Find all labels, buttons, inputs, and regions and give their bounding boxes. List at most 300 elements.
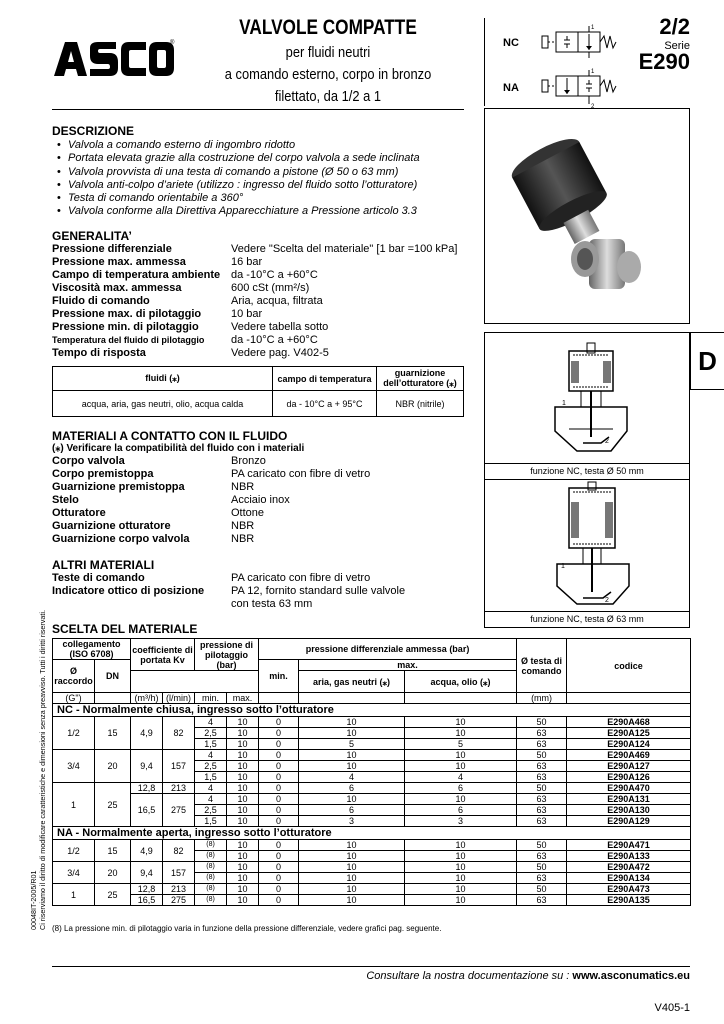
table-header: codice <box>567 639 691 693</box>
cell-codice: E290A129 <box>567 816 691 827</box>
cross-section-50-panel <box>484 332 690 480</box>
cell-pil-max: 10 <box>227 772 259 783</box>
cell-pd-acqua: 10 <box>405 895 517 906</box>
table-row <box>53 717 691 728</box>
cell-pil-min: 1,5 <box>195 816 227 827</box>
unit-cell <box>259 693 299 704</box>
table-row <box>53 884 691 895</box>
cell-pil-min: (8) <box>195 884 227 895</box>
cell-pd-min: 0 <box>259 717 299 728</box>
footer-consult <box>52 970 690 982</box>
spec-value: PA caricato con fibre di vetro <box>231 468 371 480</box>
cell-pil-min: 4 <box>195 717 227 728</box>
cell-testa: 50 <box>517 783 567 794</box>
cell-pil-max: 10 <box>227 805 259 816</box>
unit-cell: (mm) <box>517 693 567 704</box>
svg-text:1: 1 <box>591 69 595 75</box>
cell-pd-min: 0 <box>259 783 299 794</box>
spec-key: Guarnizione otturatore <box>52 520 171 532</box>
cell-pil-min: 4 <box>195 783 227 794</box>
cell-dn: 25 <box>95 884 131 906</box>
cell-pil-min: 1,5 <box>195 739 227 750</box>
table-header: min. <box>259 660 299 693</box>
spec-row <box>52 572 472 585</box>
cross-section-63-image <box>485 480 689 612</box>
consult-text: Consultare la nostra documentazione su : <box>366 970 570 982</box>
cell-codice: E290A133 <box>567 851 691 862</box>
port-1-label: 1 <box>562 400 566 407</box>
spec-value: Ottone <box>231 507 265 519</box>
unit-cell <box>405 693 517 704</box>
spec-row <box>52 494 472 507</box>
cell-kv-lmin: 157 <box>163 862 195 884</box>
cell-codice: E290A124 <box>567 739 691 750</box>
cell-pd-min: 0 <box>259 884 299 895</box>
product-photo-panel <box>484 108 690 324</box>
cell-pd-aria: 10 <box>299 873 405 884</box>
table-units-row <box>53 693 691 704</box>
spec-row <box>52 321 472 334</box>
cell-codice: E290A472 <box>567 862 691 873</box>
spec-row <box>52 455 472 468</box>
spec-value: da -10°C a +60°C <box>231 334 318 346</box>
cell-testa: 63 <box>517 761 567 772</box>
table-row <box>53 783 691 794</box>
table-header: fluidi (⁎) <box>53 367 273 391</box>
cell-testa: 63 <box>517 739 567 750</box>
spec-key: Pressione max. di pilotaggio <box>52 308 202 320</box>
cell-testa: 63 <box>517 805 567 816</box>
spec-key: Guarnizione corpo valvola <box>52 533 190 545</box>
spec-row <box>52 269 472 282</box>
spec-value: PA 12, fornito standard sulle valvole con testa 63 mm <box>231 585 406 610</box>
cell-pd-acqua: 10 <box>405 851 517 862</box>
caption-50: funzione NC, testa Ø 50 mm <box>485 463 689 479</box>
list-item: • Valvola anti-colpo d’ariete (utilizzo : ingresso del fluido sotto l’otturatore) <box>52 179 472 192</box>
list-item: • Testa di comando orientabile a 360° <box>52 192 472 205</box>
unit-cell: (G") <box>53 693 95 704</box>
list-item: • Valvola conforme alla Direttiva Apparecchiature a Pressione articolo 3.3 <box>52 205 472 218</box>
cell-codice: E290A469 <box>567 750 691 761</box>
subtitle-line: filettato, da 1/2 a 1 <box>274 88 382 105</box>
group-row-nc <box>53 704 691 717</box>
cell-pd-aria: 10 <box>299 895 405 906</box>
na-label: NA <box>503 82 519 94</box>
spec-value: NBR <box>231 520 255 532</box>
cell-pd-aria: 10 <box>299 717 405 728</box>
spec-key: Pressione min. di pilotaggio <box>52 321 199 333</box>
table-header: coefficiente di portata Kv <box>131 639 195 671</box>
altri-materiali-list <box>52 572 472 611</box>
cell-kv-m3h: 4,9 <box>131 840 163 862</box>
descrizione-list <box>52 139 472 219</box>
cell-pil-min: 1,5 <box>195 772 227 783</box>
spec-row <box>52 347 472 360</box>
section-d-tab: D <box>690 332 724 390</box>
table-header: aria, gas neutri (⁎) <box>299 671 405 693</box>
cell-kv-lmin: 213 <box>163 783 195 794</box>
spec-row <box>52 243 472 256</box>
side-legal-text <box>29 610 47 930</box>
cell-raccordo: 3/4 <box>53 862 95 884</box>
spec-row <box>52 256 472 269</box>
cell-testa: 63 <box>517 873 567 884</box>
cell-pd-aria: 10 <box>299 794 405 805</box>
cell-pd-acqua: 3 <box>405 816 517 827</box>
spec-value: 16 bar <box>231 256 263 268</box>
nc-valve-symbol-icon <box>534 22 624 62</box>
cell-pd-aria: 10 <box>299 884 405 895</box>
spec-row <box>52 585 472 611</box>
spec-row <box>52 282 472 295</box>
cell-pd-min: 0 <box>259 840 299 851</box>
cell-pil-max: 10 <box>227 862 259 873</box>
cell-raccordo: 1 <box>53 783 95 827</box>
table-row <box>53 895 691 906</box>
cell-testa: 63 <box>517 851 567 862</box>
generalita-heading: GENERALITA’ <box>52 229 132 243</box>
cell-pd-min: 0 <box>259 772 299 783</box>
unit-cell: min. <box>195 693 227 704</box>
spec-key: Campo di temperatura ambiente <box>52 269 221 281</box>
cell-pil-min: 2,5 <box>195 805 227 816</box>
cell-codice: E290A135 <box>567 895 691 906</box>
table-row <box>53 391 464 417</box>
cell-pd-min: 0 <box>259 862 299 873</box>
cell-pil-min: 4 <box>195 750 227 761</box>
spec-row <box>52 295 472 308</box>
cell-codice: E290A471 <box>567 840 691 851</box>
spec-key: Teste di comando <box>52 572 145 584</box>
cell-pil-max: 10 <box>227 840 259 851</box>
table-header: pressione differenziale ammessa (bar) <box>259 639 517 660</box>
cell-pd-acqua: 6 <box>405 783 517 794</box>
spec-key: Tempo di risposta <box>52 347 146 359</box>
cell-pd-aria: 5 <box>299 739 405 750</box>
cell-testa: 63 <box>517 816 567 827</box>
na-valve-symbol-icon <box>534 64 624 110</box>
cell-pil-max: 10 <box>227 895 259 906</box>
spec-value: 10 bar <box>231 308 263 320</box>
cell-pd-min: 0 <box>259 895 299 906</box>
cell-pil-min: 2,5 <box>195 728 227 739</box>
list-item: • Portata elevata grazie alla costruzione del corpo valvola a sede inclinata <box>52 152 472 165</box>
table-header-row <box>53 639 691 660</box>
cell-pd-acqua: 4 <box>405 772 517 783</box>
cell-codice: E290A127 <box>567 761 691 772</box>
selection-table-body <box>53 704 691 906</box>
table-row <box>53 750 691 761</box>
spec-value: NBR <box>231 533 255 545</box>
doc-code: 00048IT-2005/R01 <box>29 870 38 930</box>
cross-section-50-image <box>485 333 689 463</box>
table-row <box>53 862 691 873</box>
cell-testa: 63 <box>517 794 567 805</box>
cell-pd-aria: 10 <box>299 761 405 772</box>
cell-pd-acqua: 10 <box>405 840 517 851</box>
table-cell: NBR (nitrile) <box>377 391 464 417</box>
cell-pil-max: 10 <box>227 728 259 739</box>
cell-pil-max: 10 <box>227 851 259 862</box>
cell-dn: 15 <box>95 840 131 862</box>
cell-codice: E290A473 <box>567 884 691 895</box>
port-2-label: 2 <box>605 597 609 604</box>
cell-testa: 50 <box>517 717 567 728</box>
spec-key: Stelo <box>52 494 79 506</box>
serie-code: E290 <box>638 49 690 74</box>
cell-pd-min: 0 <box>259 816 299 827</box>
unit-cell <box>95 693 131 704</box>
cell-pd-acqua: 10 <box>405 761 517 772</box>
materiali-note: (⁎) Verificare la compatibilità del fluido con i materiali <box>52 443 305 454</box>
cell-dn: 15 <box>95 717 131 750</box>
spec-row <box>52 308 472 321</box>
spec-key: Viscosità max. ammessa <box>52 282 182 294</box>
cell-pil-min: 4 <box>195 794 227 805</box>
spec-value: Vedere pag. V402-5 <box>231 347 329 359</box>
cell-pd-acqua: 10 <box>405 750 517 761</box>
cell-pd-acqua: 10 <box>405 794 517 805</box>
materiali-heading: MATERIALI A CONTATTO CON IL FLUIDO <box>52 429 288 443</box>
unit-cell <box>567 693 691 704</box>
cell-kv-lmin: 82 <box>163 717 195 750</box>
cell-kv-m3h: 9,4 <box>131 862 163 884</box>
cell-pil-max: 10 <box>227 794 259 805</box>
cell-pil-max: 10 <box>227 783 259 794</box>
cell-pd-min: 0 <box>259 851 299 862</box>
cell-pil-max: 10 <box>227 816 259 827</box>
website-link[interactable]: www.asconumatics.eu <box>572 970 690 982</box>
cell-testa: 50 <box>517 862 567 873</box>
way-count: 2/2 <box>659 14 690 39</box>
spec-key: Pressione max. ammessa <box>52 256 186 268</box>
unit-cell: max. <box>227 693 259 704</box>
spec-key: Corpo premistoppa <box>52 468 154 480</box>
table-header: guarnizione dell’otturatore (⁎) <box>377 367 464 391</box>
table-row <box>53 794 691 805</box>
cell-codice: E290A126 <box>567 772 691 783</box>
table-footnote: (8) La pressione min. di pilotaggio varia in funzione della pressione differenziale, vedere grafici pag. seguente. <box>52 924 442 933</box>
cell-pil-min: (8) <box>195 873 227 884</box>
port-1-label: 1 <box>561 563 565 570</box>
cell-dn: 25 <box>95 783 131 827</box>
cell-pil-max: 10 <box>227 750 259 761</box>
cell-pd-min: 0 <box>259 739 299 750</box>
spec-value: Vedere tabella sotto <box>231 321 329 333</box>
spec-value: Bronzo <box>231 455 266 467</box>
header-divider <box>52 109 464 110</box>
cell-pil-min: (8) <box>195 895 227 906</box>
table-header: max. <box>299 660 517 671</box>
cell-codice: E290A125 <box>567 728 691 739</box>
table-header: collegamento (ISO 6708) <box>53 639 131 660</box>
cell-pil-max: 10 <box>227 873 259 884</box>
cell-kv-m3h: 4,9 <box>131 717 163 750</box>
cell-pil-min: (8) <box>195 851 227 862</box>
group-row-na <box>53 827 691 840</box>
cell-kv-m3h: 12,8 <box>131 884 163 895</box>
spec-key: Indicatore ottico di posizione <box>52 585 205 597</box>
cell-kv-lmin: 157 <box>163 750 195 783</box>
registered-mark: ® <box>170 40 175 46</box>
nc-label: NC <box>503 37 519 49</box>
cell-testa: 63 <box>517 772 567 783</box>
spec-key: Guarnizione premistoppa <box>52 481 185 493</box>
svg-text:1: 1 <box>591 25 595 31</box>
serie-label: Serie <box>664 40 690 52</box>
footer-divider <box>52 966 690 967</box>
port-2-label: 2 <box>605 438 609 445</box>
table-cell: da - 10°C a + 95°C <box>273 391 377 417</box>
cell-pd-acqua: 10 <box>405 717 517 728</box>
spec-key: Corpo valvola <box>52 455 125 467</box>
table-row <box>53 840 691 851</box>
unit-cell: (m³/h) <box>131 693 163 704</box>
cell-pd-acqua: 10 <box>405 728 517 739</box>
cell-codice: E290A131 <box>567 794 691 805</box>
spec-row <box>52 507 472 520</box>
cell-codice: E290A130 <box>567 805 691 816</box>
cell-kv-lmin: 275 <box>163 895 195 906</box>
cell-dn: 20 <box>95 750 131 783</box>
cell-testa: 63 <box>517 728 567 739</box>
cell-pd-aria: 10 <box>299 728 405 739</box>
cell-pd-aria: 10 <box>299 862 405 873</box>
altri-materiali-heading: ALTRI MATERIALI <box>52 558 155 572</box>
cell-kv-lmin: 213 <box>163 884 195 895</box>
cell-pil-min: (8) <box>195 862 227 873</box>
cell-pd-min: 0 <box>259 794 299 805</box>
caption-63: funzione NC, testa Ø 63 mm <box>485 611 689 627</box>
cell-raccordo: 1 <box>53 884 95 906</box>
cell-pil-max: 10 <box>227 884 259 895</box>
cell-kv-m3h: 16,5 <box>131 794 163 827</box>
cell-pil-max: 10 <box>227 761 259 772</box>
page-title: VALVOLE COMPATTE <box>239 16 417 39</box>
spec-key: Otturatore <box>52 507 106 519</box>
group-title: NA - Normalmente aperta, ingresso sotto l’otturatore <box>53 827 691 840</box>
cell-codice: E290A134 <box>567 873 691 884</box>
cell-pd-aria: 6 <box>299 805 405 816</box>
cell-pd-min: 0 <box>259 805 299 816</box>
list-item: • Valvola provvista di una testa di comando a pistone (Ø 50 o 63 mm) <box>52 166 472 179</box>
list-item: • Valvola a comando esterno di ingombro ridotto <box>52 139 472 152</box>
cell-testa: 50 <box>517 750 567 761</box>
unit-cell <box>299 693 405 704</box>
spec-key: Fluido di comando <box>52 295 150 307</box>
cell-raccordo: 3/4 <box>53 750 95 783</box>
table-cell: acqua, aria, gas neutri, olio, acqua calda <box>53 391 273 417</box>
group-title: NC - Normalmente chiusa, ingresso sotto l’otturatore <box>53 704 691 717</box>
cell-testa: 50 <box>517 840 567 851</box>
spec-row <box>52 533 472 546</box>
cell-pd-acqua: 10 <box>405 884 517 895</box>
scelta-heading: SCELTA DEL MATERIALE <box>52 622 198 636</box>
spec-value: 600 cSt (mm²/s) <box>231 282 310 294</box>
spec-value: PA caricato con fibre di vetro <box>231 572 371 584</box>
svg-text:2: 2 <box>591 104 595 110</box>
spec-row <box>52 520 472 533</box>
asco-logo <box>52 36 177 82</box>
spec-value: Acciaio inox <box>231 494 290 506</box>
generalita-list <box>52 243 472 360</box>
cell-raccordo: 1/2 <box>53 840 95 862</box>
table-header: DN <box>95 660 131 693</box>
materiali-list <box>52 455 472 546</box>
fluid-table <box>52 366 464 417</box>
cell-pil-min: (8) <box>195 840 227 851</box>
cell-pil-max: 10 <box>227 739 259 750</box>
cell-pd-acqua: 10 <box>405 862 517 873</box>
spec-value: Aria, acqua, filtrata <box>231 295 323 307</box>
cell-kv-m3h: 9,4 <box>131 750 163 783</box>
subtitle-line: per fluidi neutri <box>285 44 371 61</box>
cell-pd-min: 0 <box>259 750 299 761</box>
table-header: acqua, olio (⁎) <box>405 671 517 693</box>
cell-pil-min: 2,5 <box>195 761 227 772</box>
subtitle-line: a comando esterno, corpo in bronzo <box>224 66 432 83</box>
cell-raccordo: 1/2 <box>53 717 95 750</box>
spec-key: Pressione differenziale <box>52 243 172 255</box>
descrizione-heading: DESCRIZIONE <box>52 124 135 138</box>
cell-dn: 20 <box>95 862 131 884</box>
spec-key: Temperatura del fluido di pilotaggio <box>52 335 205 345</box>
table-header: campo di temperatura <box>273 367 377 391</box>
cell-testa: 50 <box>517 884 567 895</box>
cell-kv-lmin: 82 <box>163 840 195 862</box>
table-header: Ø testa di comando <box>517 639 567 693</box>
header-vertical-divider <box>484 18 485 106</box>
cell-codice: E290A470 <box>567 783 691 794</box>
cell-pd-aria: 10 <box>299 851 405 862</box>
cell-pd-acqua: 5 <box>405 739 517 750</box>
page-subtitle <box>218 42 438 108</box>
cell-pd-aria: 10 <box>299 840 405 851</box>
cell-pd-aria: 4 <box>299 772 405 783</box>
valve-photo-image <box>485 109 689 323</box>
unit-cell: (l/min) <box>163 693 195 704</box>
table-header-spacer <box>131 671 259 693</box>
cell-pd-aria: 6 <box>299 783 405 794</box>
cell-kv-m3h: 16,5 <box>131 895 163 906</box>
cell-kv-lmin: 275 <box>163 794 195 827</box>
table-header: Ø raccordo <box>53 660 95 693</box>
page-number: V405-1 <box>654 1002 690 1014</box>
table-header-row <box>53 367 464 391</box>
spec-row <box>52 481 472 494</box>
cell-pd-acqua: 6 <box>405 805 517 816</box>
cell-pd-min: 0 <box>259 873 299 884</box>
cell-pd-aria: 3 <box>299 816 405 827</box>
cell-codice: E290A468 <box>567 717 691 728</box>
cross-section-63-panel <box>484 479 690 628</box>
cell-pd-min: 0 <box>259 728 299 739</box>
spec-row <box>52 334 472 347</box>
rights-text: Ci riserviamo il diritto di modificare caratteristiche e dimensioni senza preavviso. Tutti i diritti riservati. <box>37 610 47 930</box>
spec-value: da -10°C a +60°C <box>231 269 318 281</box>
table-header: pressione di pilotaggio (bar) <box>195 639 259 671</box>
spec-value: Vedere "Scelta del materiale" [1 bar =100 kPa] <box>231 243 458 255</box>
cell-testa: 63 <box>517 895 567 906</box>
cell-pd-min: 0 <box>259 761 299 772</box>
cell-pd-aria: 10 <box>299 750 405 761</box>
cell-kv-m3h: 12,8 <box>131 783 163 794</box>
cell-pd-acqua: 10 <box>405 873 517 884</box>
spec-value: NBR <box>231 481 255 493</box>
selection-table <box>52 638 691 906</box>
spec-row <box>52 468 472 481</box>
cell-pil-max: 10 <box>227 717 259 728</box>
